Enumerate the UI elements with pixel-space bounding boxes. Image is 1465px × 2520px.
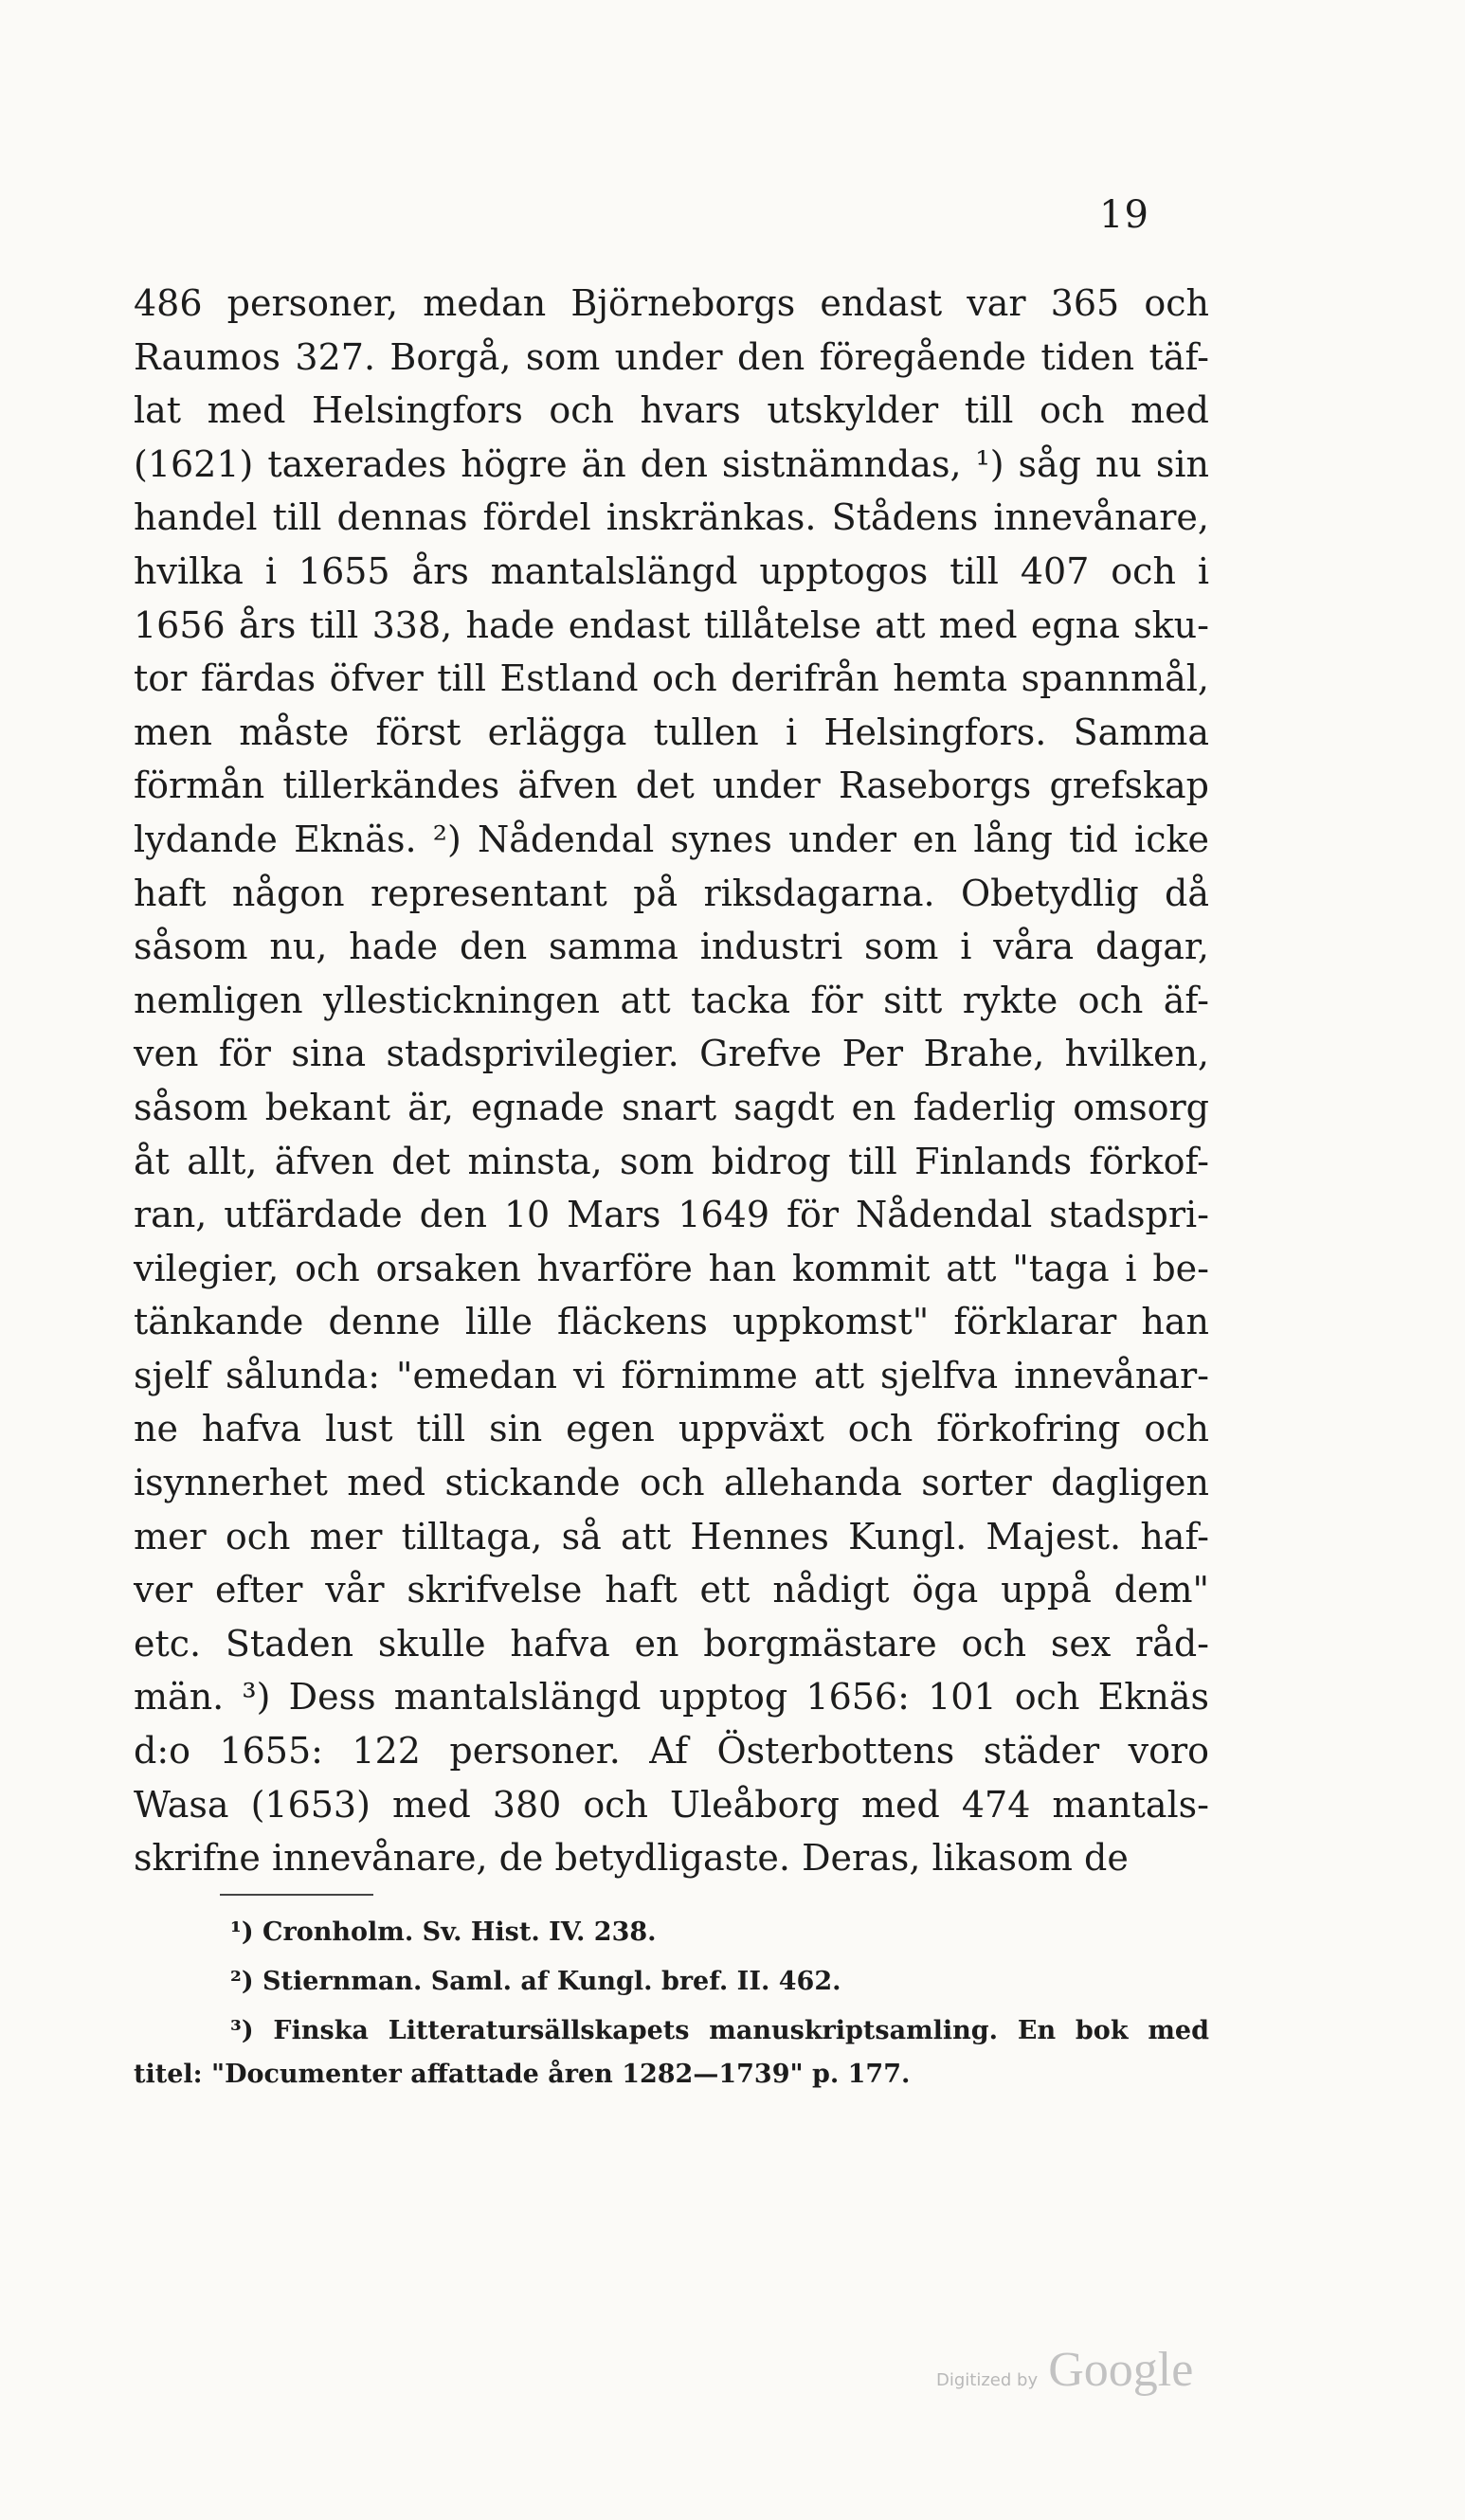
text-line: etc. Staden skulle hafva en borgmästare och sex råd- <box>134 1622 1209 1665</box>
text-line: såsom nu, hade den samma industri som i våra dagar, <box>134 926 1209 968</box>
footnote-divider <box>220 1894 373 1896</box>
text-line: men måste först erlägga tullen i Helsingfors. Samma <box>134 711 1209 753</box>
text-line: 1656 års till 338, hade endast tillåtelse att med egna sku- <box>134 603 1209 646</box>
text-line: män. ³) Dess mantalslängd upptog 1656: 101 och Eknäs <box>134 1676 1209 1719</box>
digitized-watermark <box>936 2342 1193 2398</box>
text-line: skrifne innevånare, de betydligaste. Deras, likasom de <box>134 1837 1129 1880</box>
text-line: åt allt, äfven det minsta, som bidrog till Finlands förkof- <box>134 1140 1209 1182</box>
text-line: lydande Eknäs. ²) Nådendal synes under en lång tid icke <box>134 818 1209 860</box>
text-line: ver efter vår skrifvelse haft ett nådigt öga uppå dem" <box>134 1569 1209 1611</box>
footnote-3: ³) Finska Litteratursällskapets manuskriptsamling. En bok med <box>230 2016 1209 2045</box>
text-line: Raumos 327. Borgå, som under den föregående tiden täf- <box>134 335 1209 378</box>
text-line: tor färdas öfver till Estland och derifrån hemta spannmål, <box>134 657 1209 700</box>
footnote-1: ¹) Cronholm. Sv. Hist. IV. 238. <box>230 1917 657 1947</box>
text-line: 486 personer, medan Björneborgs endast var 365 och <box>134 282 1209 324</box>
text-line: förmån tillerkändes äfven det under Raseborgs grefskap <box>134 765 1209 807</box>
footnote-3-continued: titel: "Documenter affattade åren 1282—1739" p. 177. <box>134 2060 911 2089</box>
text-line: haft någon representant på riksdagarna. Obetydlig då <box>134 872 1209 914</box>
text-line: (1621) taxerades högre än den sistnämndas, ¹) såg nu sin <box>134 442 1209 485</box>
text-line: nemligen yllestickningen att tacka för sitt rykte och äf- <box>134 979 1209 1021</box>
text-line: mer och mer tilltaga, så att Hennes Kungl. Majest. haf- <box>134 1515 1209 1557</box>
text-line: Wasa (1653) med 380 och Uleåborg med 474 mantals- <box>134 1783 1209 1826</box>
text-line: isynnerhet med stickande och allehanda sorter dagligen <box>134 1462 1209 1504</box>
body-text <box>134 277 1209 1885</box>
text-line: hvilka i 1655 års mantalslängd upptogos till 407 och i <box>134 549 1209 592</box>
google-logo: Google <box>1048 2343 1194 2397</box>
text-line: vilegier, och orsaken hvarföre han kommit att "taga i be- <box>134 1247 1209 1289</box>
text-line: såsom bekant är, egnade snart sagdt en faderlig omsorg <box>134 1086 1209 1128</box>
footnotes <box>134 1914 1209 2105</box>
text-line: ven för sina stadsprivilegier. Grefve Per Brahe, hvilken, <box>134 1033 1209 1075</box>
page-number: 19 <box>1099 193 1149 237</box>
footnote-2: ²) Stiernman. Saml. af Kungl. bref. II. 462. <box>230 1967 841 1996</box>
text-line: ran, utfärdade den 10 Mars 1649 för Nådendal stadspri- <box>134 1194 1209 1236</box>
text-line: lat med Helsingfors och hvars utskylder till och med <box>134 389 1209 432</box>
text-line: d:o 1655: 122 personer. Af Österbottens städer voro <box>134 1730 1209 1773</box>
text-line: handel till dennas fördel inskränkas. Stådens innevånare, <box>134 496 1209 539</box>
text-line: tänkande denne lille fläckens uppkomst" förklarar han <box>134 1301 1209 1343</box>
text-line: sjelf sålunda: "emedan vi förnimme att sjelfva innevånar- <box>134 1354 1209 1396</box>
text-line: ne hafva lust till sin egen uppväxt och förkofring och <box>134 1408 1209 1450</box>
watermark-prefix: Digitized by <box>936 2370 1039 2390</box>
